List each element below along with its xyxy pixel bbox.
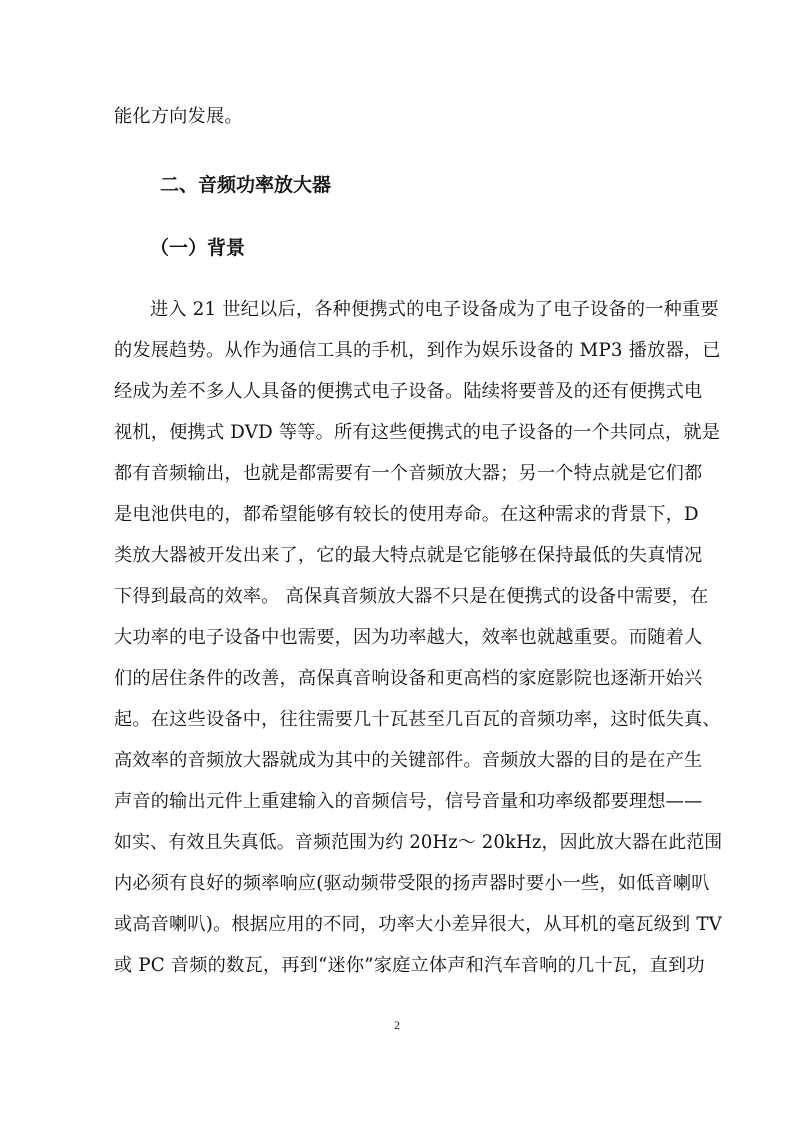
- paragraph-line: 声音的输出元件上重建输入的音频信号，信号音量和功率级都要理想——: [114, 791, 703, 812]
- paragraph-line: 如实、有效且失真低。音频范围为约 20Hz～ 20kHz，因此放大器在此范围: [114, 832, 723, 853]
- paragraph-line: 或高音喇叭)。根据应用的不同，功率大小差异很大，从耳机的毫瓦级到 TV: [114, 914, 722, 935]
- paragraph-line: 是电池供电的，都希望能够有较长的使用寿命。在这种需求的背景下，D: [114, 504, 699, 525]
- paragraph-line: 高效率的音频放大器就成为其中的关键部件。音频放大器的目的是在产生: [114, 750, 703, 771]
- subsection-heading: （一）背景: [150, 237, 246, 259]
- paragraph-line: 下得到最高的效率。 高保真音频放大器不只是在便携式的设备中需要，在: [114, 586, 709, 607]
- page-number: 2: [394, 1018, 400, 1032]
- paragraph-line: 都有音频输出，也就是都需要有一个音频放大器；另一个特点就是它们都: [114, 463, 703, 484]
- paragraph-line: 经成为差不多人人具备的便携式电子设备。陆续将要普及的还有便携式电: [114, 381, 703, 402]
- paragraph-line: 大功率的电子设备中也需要，因为功率越大，效率也就越重要。而随着人: [114, 627, 703, 648]
- paragraph-line: 内必须有良好的频率响应(驱动频带受限的扬声器时要小一些，如低音喇叭: [114, 873, 710, 894]
- paragraph-line: 或 PC 音频的数瓦，再到“迷你”家庭立体声和汽车音响的几十瓦，直到功: [114, 955, 705, 976]
- section-heading: 二、音频功率放大器: [160, 174, 332, 196]
- paragraph-line: 们的居住条件的改善，高保真音响设备和更高档的家庭影院也逐渐开始兴: [114, 668, 703, 689]
- paragraph-line: 类放大器被开发出来了，它的最大特点就是它能够在保持最低的失真情况: [114, 545, 703, 566]
- paragraph-line: 进入 21 世纪以后，各种便携式的电子设备成为了电子设备的一种重要: [150, 299, 719, 320]
- paragraph-line: 起。在这些设备中，往往需要几十瓦甚至几百瓦的音频功率，这时低失真、: [114, 709, 721, 730]
- paragraph-line: 的发展趋势。从作为通信工具的手机，到作为娱乐设备的 MP3 播放器，已: [114, 340, 721, 361]
- carry-over-line: 能化方向发展。: [114, 106, 243, 127]
- paragraph-line: 视机，便携式 DVD 等等。所有这些便携式的电子设备的一个共同点，就是: [114, 422, 721, 443]
